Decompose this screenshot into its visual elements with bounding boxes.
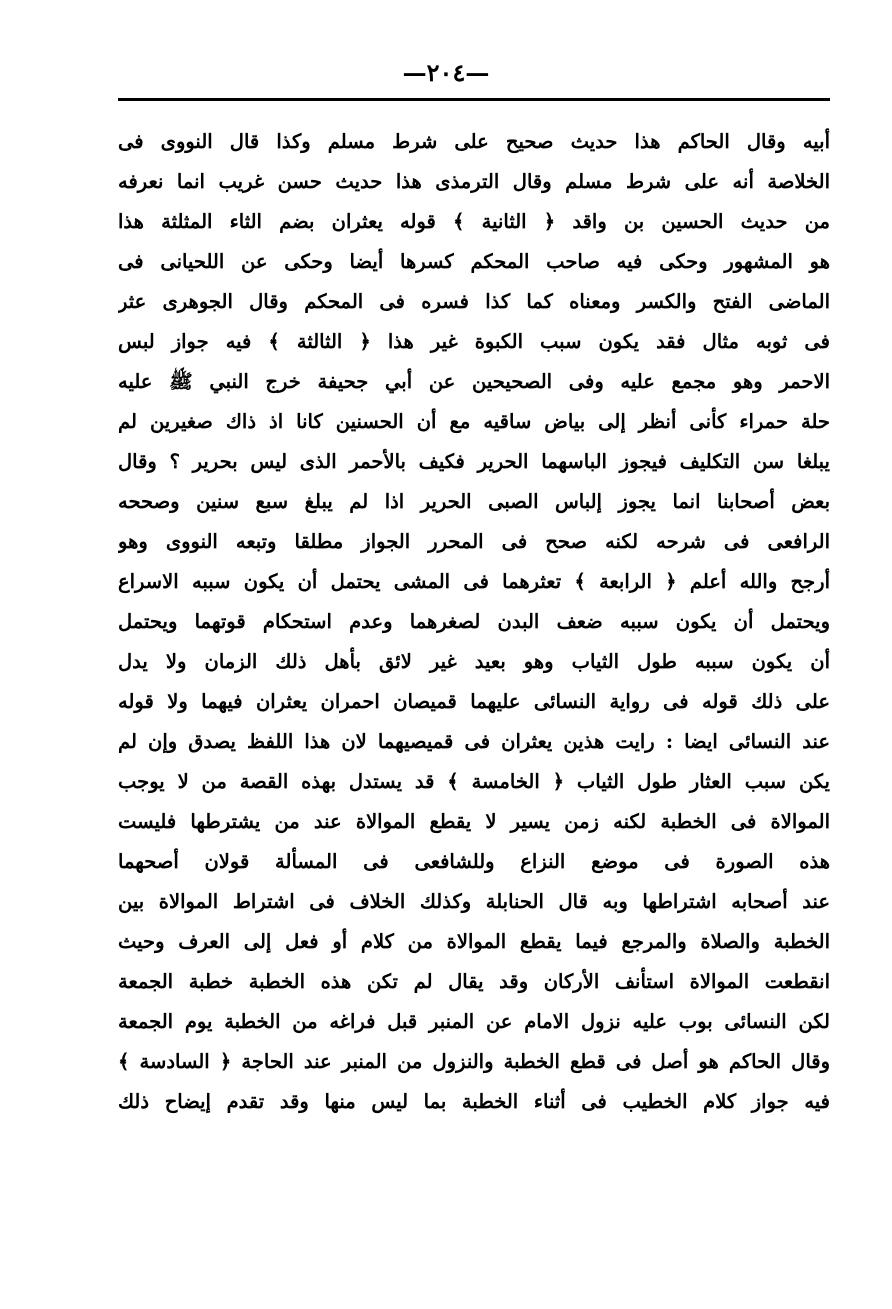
text-line: أبيه وقال الحاكم هذا حديث صحيح على شرط مسلم وكذا قال النووى فى — [118, 130, 830, 153]
text-line: الموالاة فى الخطبة لكنه زمن يسير لا يقطع الموالاة عند من يشترطها فليست — [118, 810, 830, 833]
text-line: الماضى الفتح والكسر ومعناه كما كذا فسره فى المحكم وقال الجوهرى عثر — [118, 290, 830, 313]
text-line: بعض أصحابنا انما يجوز إلباس الصبى الحرير اذا لم يبلغ سبع سنين وصححه — [118, 490, 830, 513]
text-line: فى ثوبه مثال فقد يكون سبب الكبوة غير هذا ﴿ الثالثة ﴾ فيه جواز لبس — [118, 330, 830, 353]
body-text — [118, 122, 830, 1122]
text-line: أرجح والله أعلم ﴿ الرابعة ﴾ تعثرهما فى المشى يحتمل أن يكون سببه الاسراع — [118, 570, 830, 593]
text-line: عند النسائى ايضا : رايت هذين يعثران فى قميصيهما لان هذا اللفظ يصدق وإن لم — [118, 730, 830, 753]
text-line: هو المشهور وحكى فيه صاحب المحكم كسرها أيضا وحكى عن اللحيانى فى — [118, 250, 830, 273]
text-line: الخطبة والصلاة والمرجع فيما يقطع الموالاة من كلام أو فعل إلى العرف وحيث — [118, 930, 830, 953]
header-rule — [118, 98, 830, 101]
text-line: أن يكون سببه طول الثياب وهو بعيد غير لائق بأهل ذلك الزمان ولا يدل — [118, 650, 830, 673]
page-number: —٢٠٤— — [402, 58, 490, 87]
text-line: الخلاصة أنه على شرط مسلم وقال الترمذى هذا حديث حسن غريب انما نعرفه — [118, 170, 830, 193]
text-line: الاحمر وهو مجمع عليه وفى الصحيحين عن أبي جحيفة خرج النبي ﷺ عليه — [118, 370, 830, 393]
text-line: يكن سبب العثار طول الثياب ﴿ الخامسة ﴾ قد يستدل بهذه القصة من لا يوجب — [118, 770, 830, 793]
text-line: من حديث الحسين بن واقد ﴿ الثانية ﴾ قوله يعثران بضم الثاء المثلثة هذا — [118, 210, 830, 233]
text-line: هذه الصورة فى موضع النزاع وللشافعى فى المسألة قولان أصحهما — [118, 850, 830, 873]
text-line: ويحتمل أن يكون سببه ضعف البدن لصغرهما وعدم استحكام قوتهما ويحتمل — [118, 610, 830, 633]
text-line: وقال الحاكم هو أصل فى قطع الخطبة والنزول من المنبر عند الحاجة ﴿ السادسة ﴾ — [118, 1050, 830, 1073]
text-line: فيه جواز كلام الخطيب فى أثناء الخطبة بما ليس منها وقد تقدم إيضاح ذلك — [118, 1090, 830, 1113]
text-line: حلة حمراء كأنى أنظر إلى بياض ساقيه مع أن الحسنين كانا اذ ذاك صغيرين لم — [118, 410, 830, 433]
text-line: الرافعى فى شرحه لكنه صحح فى المحرر الجواز مطلقا وتبعه النووى وهو — [118, 530, 830, 553]
text-line: عند أصحابه اشتراطها وبه قال الحنابلة وكذلك الخلاف فى اشتراط الموالاة بين — [118, 890, 830, 913]
text-line: يبلغا سن التكليف فيجوز الباسهما الحرير فكيف بالأحمر الذى ليس بحرير ؟ وقال — [118, 450, 830, 473]
text-line: انقطعت الموالاة استأنف الأركان وقد يقال لم تكن هذه الخطبة خطبة الجمعة — [118, 970, 830, 993]
text-line: على ذلك قوله فى رواية النسائى عليهما قميصان احمران يعثران فيهما ولا قوله — [118, 690, 830, 713]
text-line: لكن النسائى بوب عليه نزول الامام عن المنبر قبل فراغه من الخطبة يوم الجمعة — [118, 1010, 830, 1033]
